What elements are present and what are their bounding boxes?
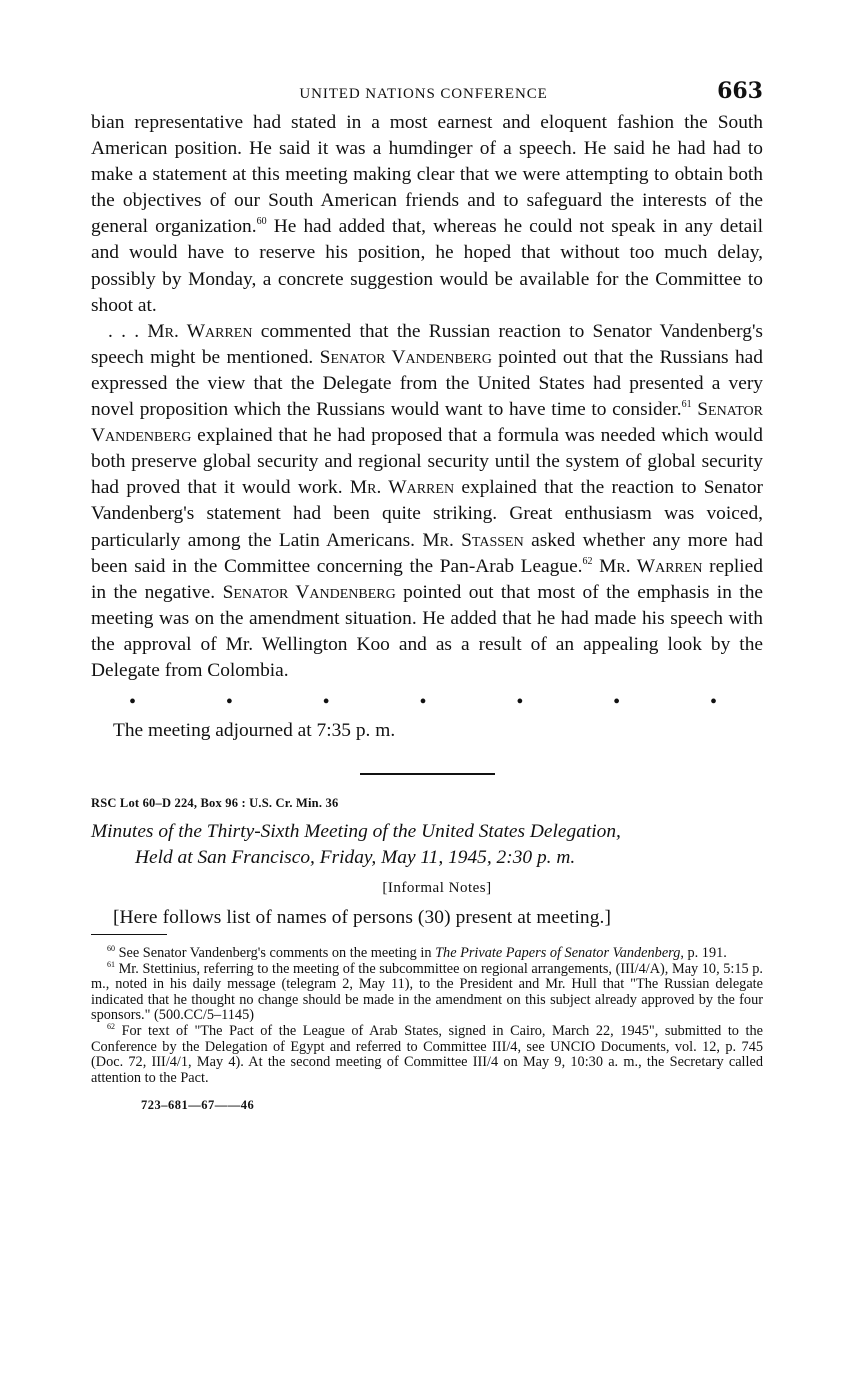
minutes-title (91, 819, 763, 871)
ellipsis-lead: . . . (108, 320, 148, 342)
footnotes (91, 946, 763, 1086)
footnote-text: For text of "The Pact of the League of Arab States, signed in Cairo, March 22, 1945", submitted to the Conference by the Delegation of Egypt and referred to Committee III/4, see UNCIO Documents, vol. 12, p. 745 (Doc. 72, III/4/1, May 4). At the second meeting of Committee III/4 on May 9, 10:30 a. m., the Secretary called attention to the Pact. (91, 1023, 763, 1086)
paragraph-1-tail: He had added that, whereas he could not speak in any detail and would have to reserve his position, he hoped that without too much delay, possibly by Monday, a concrete suggestion would be available for the Committee to shoot at. (91, 216, 763, 316)
footnote-ref-62: 62 (582, 555, 593, 567)
ellipsis-row (91, 684, 763, 714)
ellipsis-dot: • (516, 691, 524, 714)
text-run: pointed out that the Russians had expressed the view that the Delegate from the United States had presented a very novel proposition which the Russians would want to have time to consider. (91, 346, 763, 421)
speaker-vandenberg: Senator Vandenberg (222, 581, 396, 603)
main-text (91, 110, 763, 684)
running-title: UNITED NATIONS CONFERENCE (299, 86, 548, 102)
footnote-number: 60 (107, 944, 115, 954)
footnote-ref-61: 61 (681, 399, 692, 411)
page (91, 78, 763, 1113)
ellipsis-dot: • (709, 691, 717, 714)
minutes-title-line-2: Held at San Francisco, Friday, May 11, 1945, 2:30 p. m. (135, 847, 576, 869)
minutes-title-line-1: Minutes of the Thirty-Sixth Meeting of the United States Delegation, (91, 821, 621, 843)
paragraph-1 (91, 110, 763, 319)
paragraph-2 (91, 319, 763, 684)
attendees-note: [Here follows list of names of persons (30) present at meeting.] (113, 907, 612, 929)
text-run: replied in the negative. (91, 555, 763, 603)
adjournment-line: The meeting adjourned at 7:35 p. m. (113, 720, 396, 742)
paragraph-1-text: bian representative had stated in a most earnest and eloquent fashion the South American position. He said it was a humdinger of a speech. He said he had had to make a statement at this meeting making clear that we were attempting to obtain both the objectives of our South American friends and to safeguard the interests of the general organization. (91, 112, 763, 238)
footnote-number: 61 (107, 959, 115, 969)
text-run: explained that the reaction to Senator Vandenberg's statement had been quite striking. Great enthusiasm was voiced, particularly among the Latin Americans. (91, 477, 763, 551)
speaker-warren: Mr. Warren (147, 320, 253, 342)
footnote-61 (91, 959, 763, 1024)
footnote-ref-60: 60 (256, 216, 267, 228)
footnote-rule (91, 934, 167, 935)
text-run: pointed out that most of the emphasis in the meeting was on the amendment situation. He added that he had made his speech with the approval of Mr. Wellington Koo and as a result of an appealing look by the Delegate from Colombia. (91, 581, 763, 681)
ellipsis-dot: • (322, 691, 330, 714)
informal-notes-label: [Informal Notes] (382, 880, 492, 897)
print-code: 723–681—67——46 (141, 1098, 255, 1113)
footnote-number: 62 (107, 1022, 115, 1032)
source-citation: RSC Lot 60–D 224, Box 96 : U.S. Cr. Min. 36 (91, 796, 339, 811)
book-title: The Private Papers of Senator Vandenberg (435, 945, 681, 962)
ellipsis-dot: • (613, 691, 621, 714)
ellipsis-dot: • (225, 691, 233, 714)
text-run: explained that he had proposed that a formula was needed which would both preserve global security and regional security until the system of global security had proved that it would work. (91, 425, 763, 499)
ellipsis-dot: • (129, 691, 137, 714)
page-number: 663 (717, 78, 763, 104)
speaker-warren: Mr. Warren (349, 477, 455, 499)
text-run: commented that the Russian reaction to Senator Vandenberg's speech might be mentioned. (91, 320, 763, 368)
text-run: asked whether any more had been said in the Committee concerning the Pan-Arab League. (91, 529, 763, 577)
footnote-60 (91, 946, 763, 962)
footnote-text: See Senator Vandenberg's comments on the meeting in (115, 945, 436, 962)
running-header (90, 78, 763, 110)
speaker-warren: Mr. Warren (599, 555, 703, 577)
footnote-text: Mr. Stettinius, referring to the meeting of the subcommittee on regional arrangements, (III/4/A), May 10, 5:15 p. m., noted in his daily message (telegram 2, May 11), to the President and Mr. Hull that "The Russian delegate indicated that he thought no change should be made in the amendment on this subject already approved by the four sponsors." (500.CC/5–1145) (91, 960, 763, 1024)
footnote-62 (91, 1024, 763, 1086)
ellipsis-dot: • (419, 691, 427, 714)
section-divider (360, 773, 495, 775)
speaker-stassen: Mr. Stassen (422, 529, 524, 551)
speaker-vandenberg: Senator Vandenberg (91, 399, 763, 447)
footnote-text: , p. 191. (680, 945, 727, 962)
speaker-vandenberg: Senator Vandenberg (319, 346, 492, 368)
